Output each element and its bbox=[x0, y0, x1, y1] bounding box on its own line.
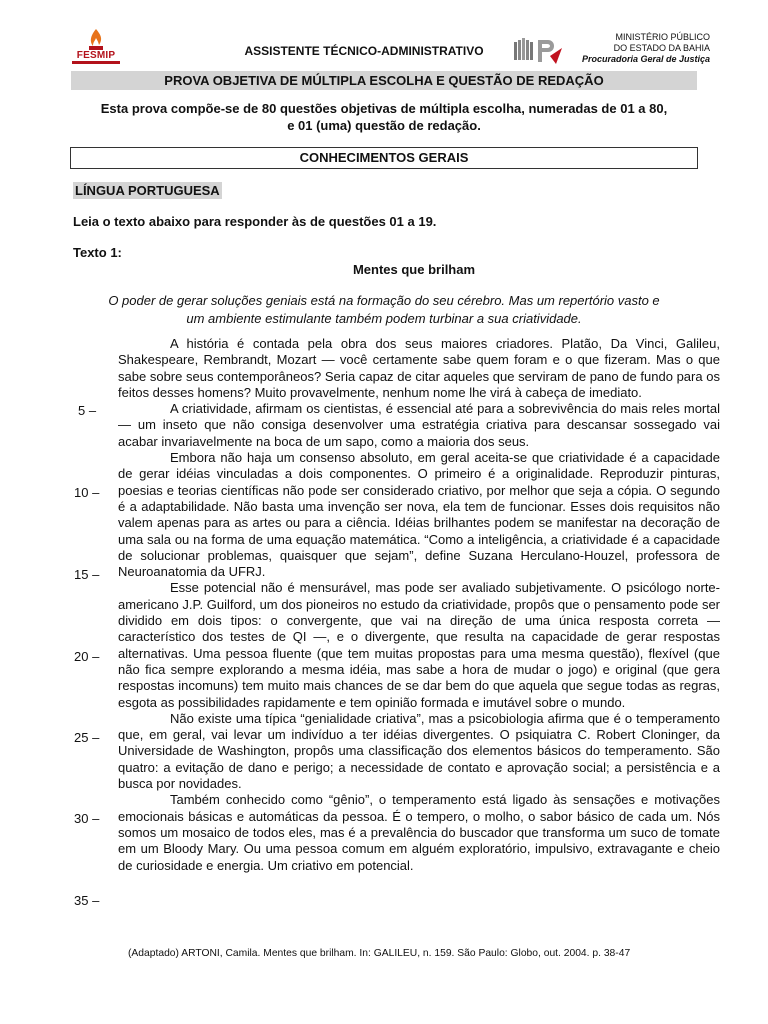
fesmip-logo bbox=[72, 28, 120, 64]
mp-emblem-icon bbox=[512, 34, 564, 66]
line-number: 35 – bbox=[74, 893, 100, 908]
org-line-1: MINISTÉRIO PÚBLICO bbox=[615, 32, 710, 42]
exam-banner-text: PROVA OBJETIVA DE MÚLTIPLA ESCOLHA E QUESTÃO DE REDAÇÃO bbox=[164, 73, 604, 88]
line-number: 10 – bbox=[74, 485, 100, 500]
paragraph: A criatividade, afirmam os cientistas, é essencial até para a sobrevivência do mais reles mortal — um inseto que não consiga desenvolver uma estratégia criativa para descansar sossegado vai acabar invariavelmente na boca de um sapo, como a maioria dos seus. bbox=[118, 401, 720, 449]
text-title: Mentes que brilham bbox=[352, 262, 476, 277]
intro-line-1: Esta prova compõe-se de 80 questões objetivas de múltipla escolha, numeradas de 01 a 80, bbox=[100, 101, 668, 116]
line-number: 5 – bbox=[78, 403, 97, 418]
text-label: Texto 1: bbox=[73, 245, 122, 260]
paragraph: Não existe uma típica “genialidade criativa”, mas a psicobiologia afirma que é o temperamento que, em geral, vai levar um indivíduo a ter idéias divergentes. O psiquiatra C. Robert Cloninger, da Universidade de Washington, propôs uma classificação dos elementos básicos do temperamento. São quatro: a evitação de dano e perigo; a necessidade de contato e aprovação social; a persistência e a busca por novidades. bbox=[118, 710, 720, 792]
flame-icon bbox=[86, 28, 106, 50]
section-heading-box bbox=[70, 147, 698, 169]
org-line-2: DO ESTADO DA BAHIA bbox=[613, 43, 710, 53]
article-body bbox=[118, 336, 720, 874]
text-subtitle bbox=[70, 292, 698, 328]
subtitle-line-2: um ambiente estimulante também podem turbinar a sua criatividade. bbox=[186, 311, 582, 326]
line-number: 20 – bbox=[74, 649, 100, 664]
paragraph: A história é contada pela obra dos seus maiores criadores. Platão, Da Vinci, Galileu, Shakespeare, Rembrandt, Mozart — você certamente sabe quem foram e o que fizeram. Mas o que sabe sobre seus contemporâneos? Seria capaz de citar aqueles que serviram de pano de fundo para os feitos desses homens? Muito provavelmente, nenhum nome lhe virá à cabeça de imediato. bbox=[118, 336, 720, 400]
subtitle-line-1: O poder de gerar soluções geniais está na formação do seu cérebro. Mas um repertório vasto e bbox=[108, 293, 660, 308]
intro-line-2: e 01 (uma) questão de redação. bbox=[287, 118, 481, 133]
citation: (Adaptado) ARTONI, Camila. Mentes que brilham. In: GALILEU, n. 159. São Paulo: Globo, out. 2004. p. 38-47 bbox=[128, 948, 631, 959]
line-number: 15 – bbox=[74, 567, 100, 582]
line-number: 30 – bbox=[74, 811, 100, 826]
section-heading: CONHECIMENTOS GERAIS bbox=[299, 150, 469, 165]
paragraph: Embora não haja um consenso absoluto, em geral aceita-se que criatividade é a capacidade de gerar idéias vinculadas a dois componentes. O primeiro é a originalidade. Reproduzir pinturas, poesias e teorias científicas não pode ser considerado criativo, por melhor que seja a cópia. O segundo é a adaptabilidade. Não basta uma invenção ser nova, ela tem de funcionar. Esses dois requisitos não valem apenas para as artes ou para a ciência. Idéias brilhantes podem se manifestar na decoração de uma sala ou na forma de uma equação matemática. “Como a inteligência, a criatividade é a capacidade de solucionar problemas, quaisquer que sejam”, define Suzana Herculano-Houzel, professora de Neuroanatomia da UFRJ. bbox=[118, 450, 720, 580]
logo-text: FESMIP bbox=[76, 50, 116, 61]
exam-title: ASSISTENTE TÉCNICO-ADMINISTRATIVO bbox=[244, 44, 484, 58]
subject-heading: LÍNGUA PORTUGUESA bbox=[75, 183, 220, 198]
exam-banner bbox=[71, 71, 697, 90]
paragraph: Esse potencial não é mensurável, mas pode ser avaliado subjetivamente. O psicólogo norte-americano J.P. Guilford, um dos pioneiros no estudo da criatividade, propôs que o pensamento pode ser dividido em dois tipos: o convergente, que vai na direção de uma única resposta correta — característico dos testes de QI —, e o divergente, que resulta na capacidade de gerar respostas alternativas. Uma pessoa fluente (que tem muitas propostas para uma mesma questão), flexível (que não fica sempre explorando a mesma idéia, mas sabe a hora de mudar o jogo) e original (que gera respostas incomuns) tem muito mais chances de se dar bem do que aquela que segue todas as regras, esgota as possibilidades rapidamente e tem opinião formada e imutável sobre o mundo. bbox=[118, 580, 720, 710]
paragraph: Também conhecido como “gênio”, o temperamento está ligado às sensações e motivações emocionais básicas e automáticas da pessoa. É o tempero, o molho, o sabor básico de cada um. Nós somos um mosaico de todos eles, mas é a prevalência do buscador que transforma um suco de tomate em um Bloody Mary. Ou uma pessoa comum em alguém exploratório, impulsivo, extravagante e cheio de curiosidade e energia. Um criativo em potencial. bbox=[118, 792, 720, 873]
organization-block bbox=[560, 32, 710, 65]
exam-intro bbox=[71, 100, 697, 134]
org-line-3: Procuradoria Geral de Justiça bbox=[581, 54, 710, 64]
line-number: 25 – bbox=[74, 730, 100, 745]
instruction-text: Leia o texto abaixo para responder às de questões 01 a 19. bbox=[73, 214, 437, 229]
